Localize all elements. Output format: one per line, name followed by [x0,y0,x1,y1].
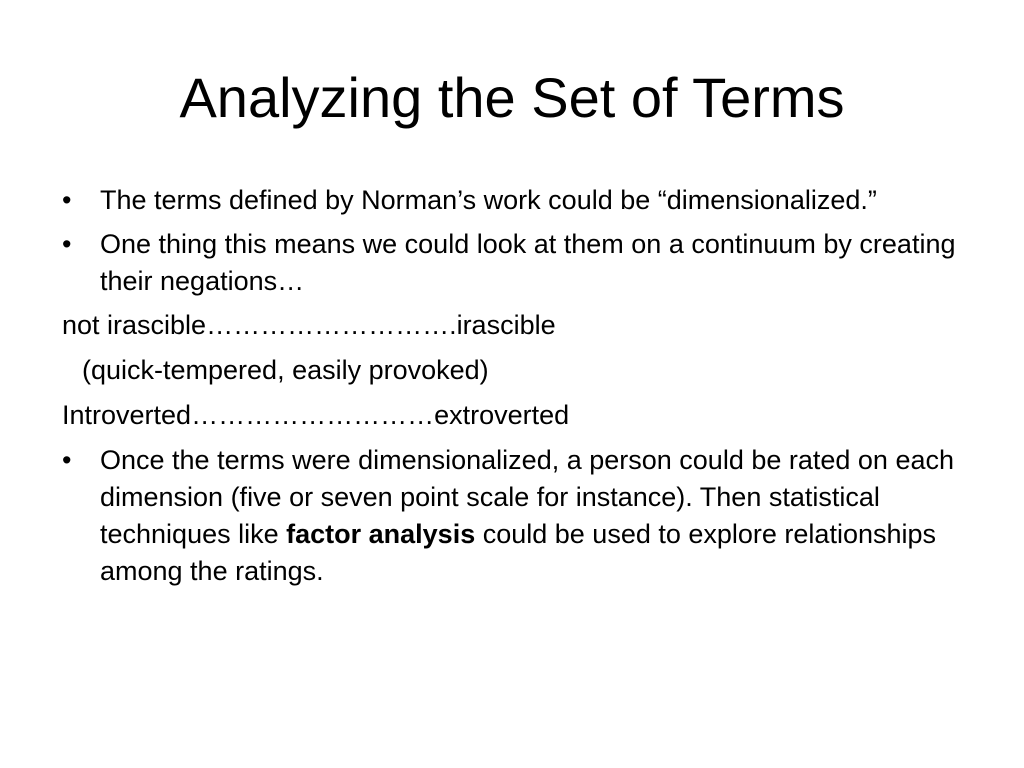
bullet-item [62,442,972,590]
bullet-text: The terms defined by Norman’s work could be “dimensionalized.” [100,185,877,215]
bullet-mark: • [62,229,72,259]
bullet-text-bold: factor analysis [286,519,476,549]
bullet-mark: • [62,185,72,215]
bullet-item [62,182,972,219]
bullet-mark: • [62,445,72,475]
continuum-definition: (quick-tempered, easily provoked) [82,355,489,385]
bullet-text-part: Once the terms were dimensionalized, a person could be rated on each dimension (five or seven point scale for instance). Then statistical techniques like [100,445,954,549]
bullet-text-part: could be used to explore relationships among the ratings. [100,519,937,586]
bullet-item [62,226,972,300]
bullet-text [100,445,954,586]
slide-title: Analyzing the Set of Terms [179,66,845,129]
bullet-text: One thing this means we could look at them on a continuum by creating their negations… [100,229,956,296]
slide-body [62,182,972,597]
continuum-line-irascible: not irascible……………………….irascible [62,310,556,340]
continuum-line-extroverted: Introverted………………………extroverted [62,400,570,430]
